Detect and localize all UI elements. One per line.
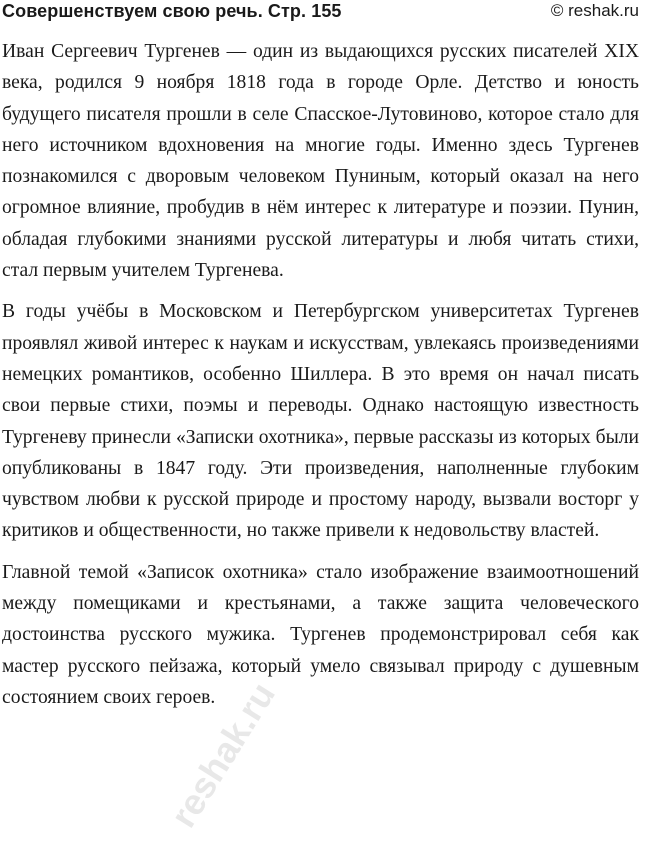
page-title: Совершенствуем свою речь. Стр. 155 [2, 1, 342, 21]
paragraph-3: Главной темой «Записок охотника» стало изображение взаимоотношений между помещиками и крестьянами, а также защита человеческого достоинства русского мужика. Тургенев продемонстрировал себя как мастер русского пейзажа, который умело связывал природу с душевным состоянием своих героев. [2, 561, 639, 708]
text-body [2, 36, 639, 723]
watermark-text: reshak.ru [162, 675, 283, 835]
source-label: © reshak.ru [550, 1, 639, 20]
paragraph-2: В годы учёбы в Московском и Петербургском университетах Тургенев проявлял живой интерес к наукам и искусствам, увлекаясь произведениями немецких романтиков, особенно Шиллера. В это время он начал писать свои первые стихи, поэмы и переводы. Однако настоящую известность Тургеневу принесли «Записки охотника», первые рассказы из которых были опубликованы в 1847 году. Эти произведения, наполненные глубоким чувством любви к русской природе и простому народу, вызвали восторг у критиков и общественности, но также привели к недовольству властей. [2, 301, 639, 542]
paragraph-1: Иван Сергеевич Тургенев — один из выдающихся русских писателей XIX века, родился 9 ноября 1818 года в городе Орле. Детство и юность будущего писателя прошли в селе Спасское-Лутовиново, которое стало для него источником вдохновения на многие годы. Именно здесь Тургенев познакомился с дворовым человеком Пуниным, который оказал на него огромное влияние, пробудив в нём интерес к литературе и поэзии. Пунин, обладая глубокими знаниями русской литературы и любя читать стихи, стал первым учителем Тургенева. [2, 41, 639, 282]
page-header [0, 0, 646, 26]
